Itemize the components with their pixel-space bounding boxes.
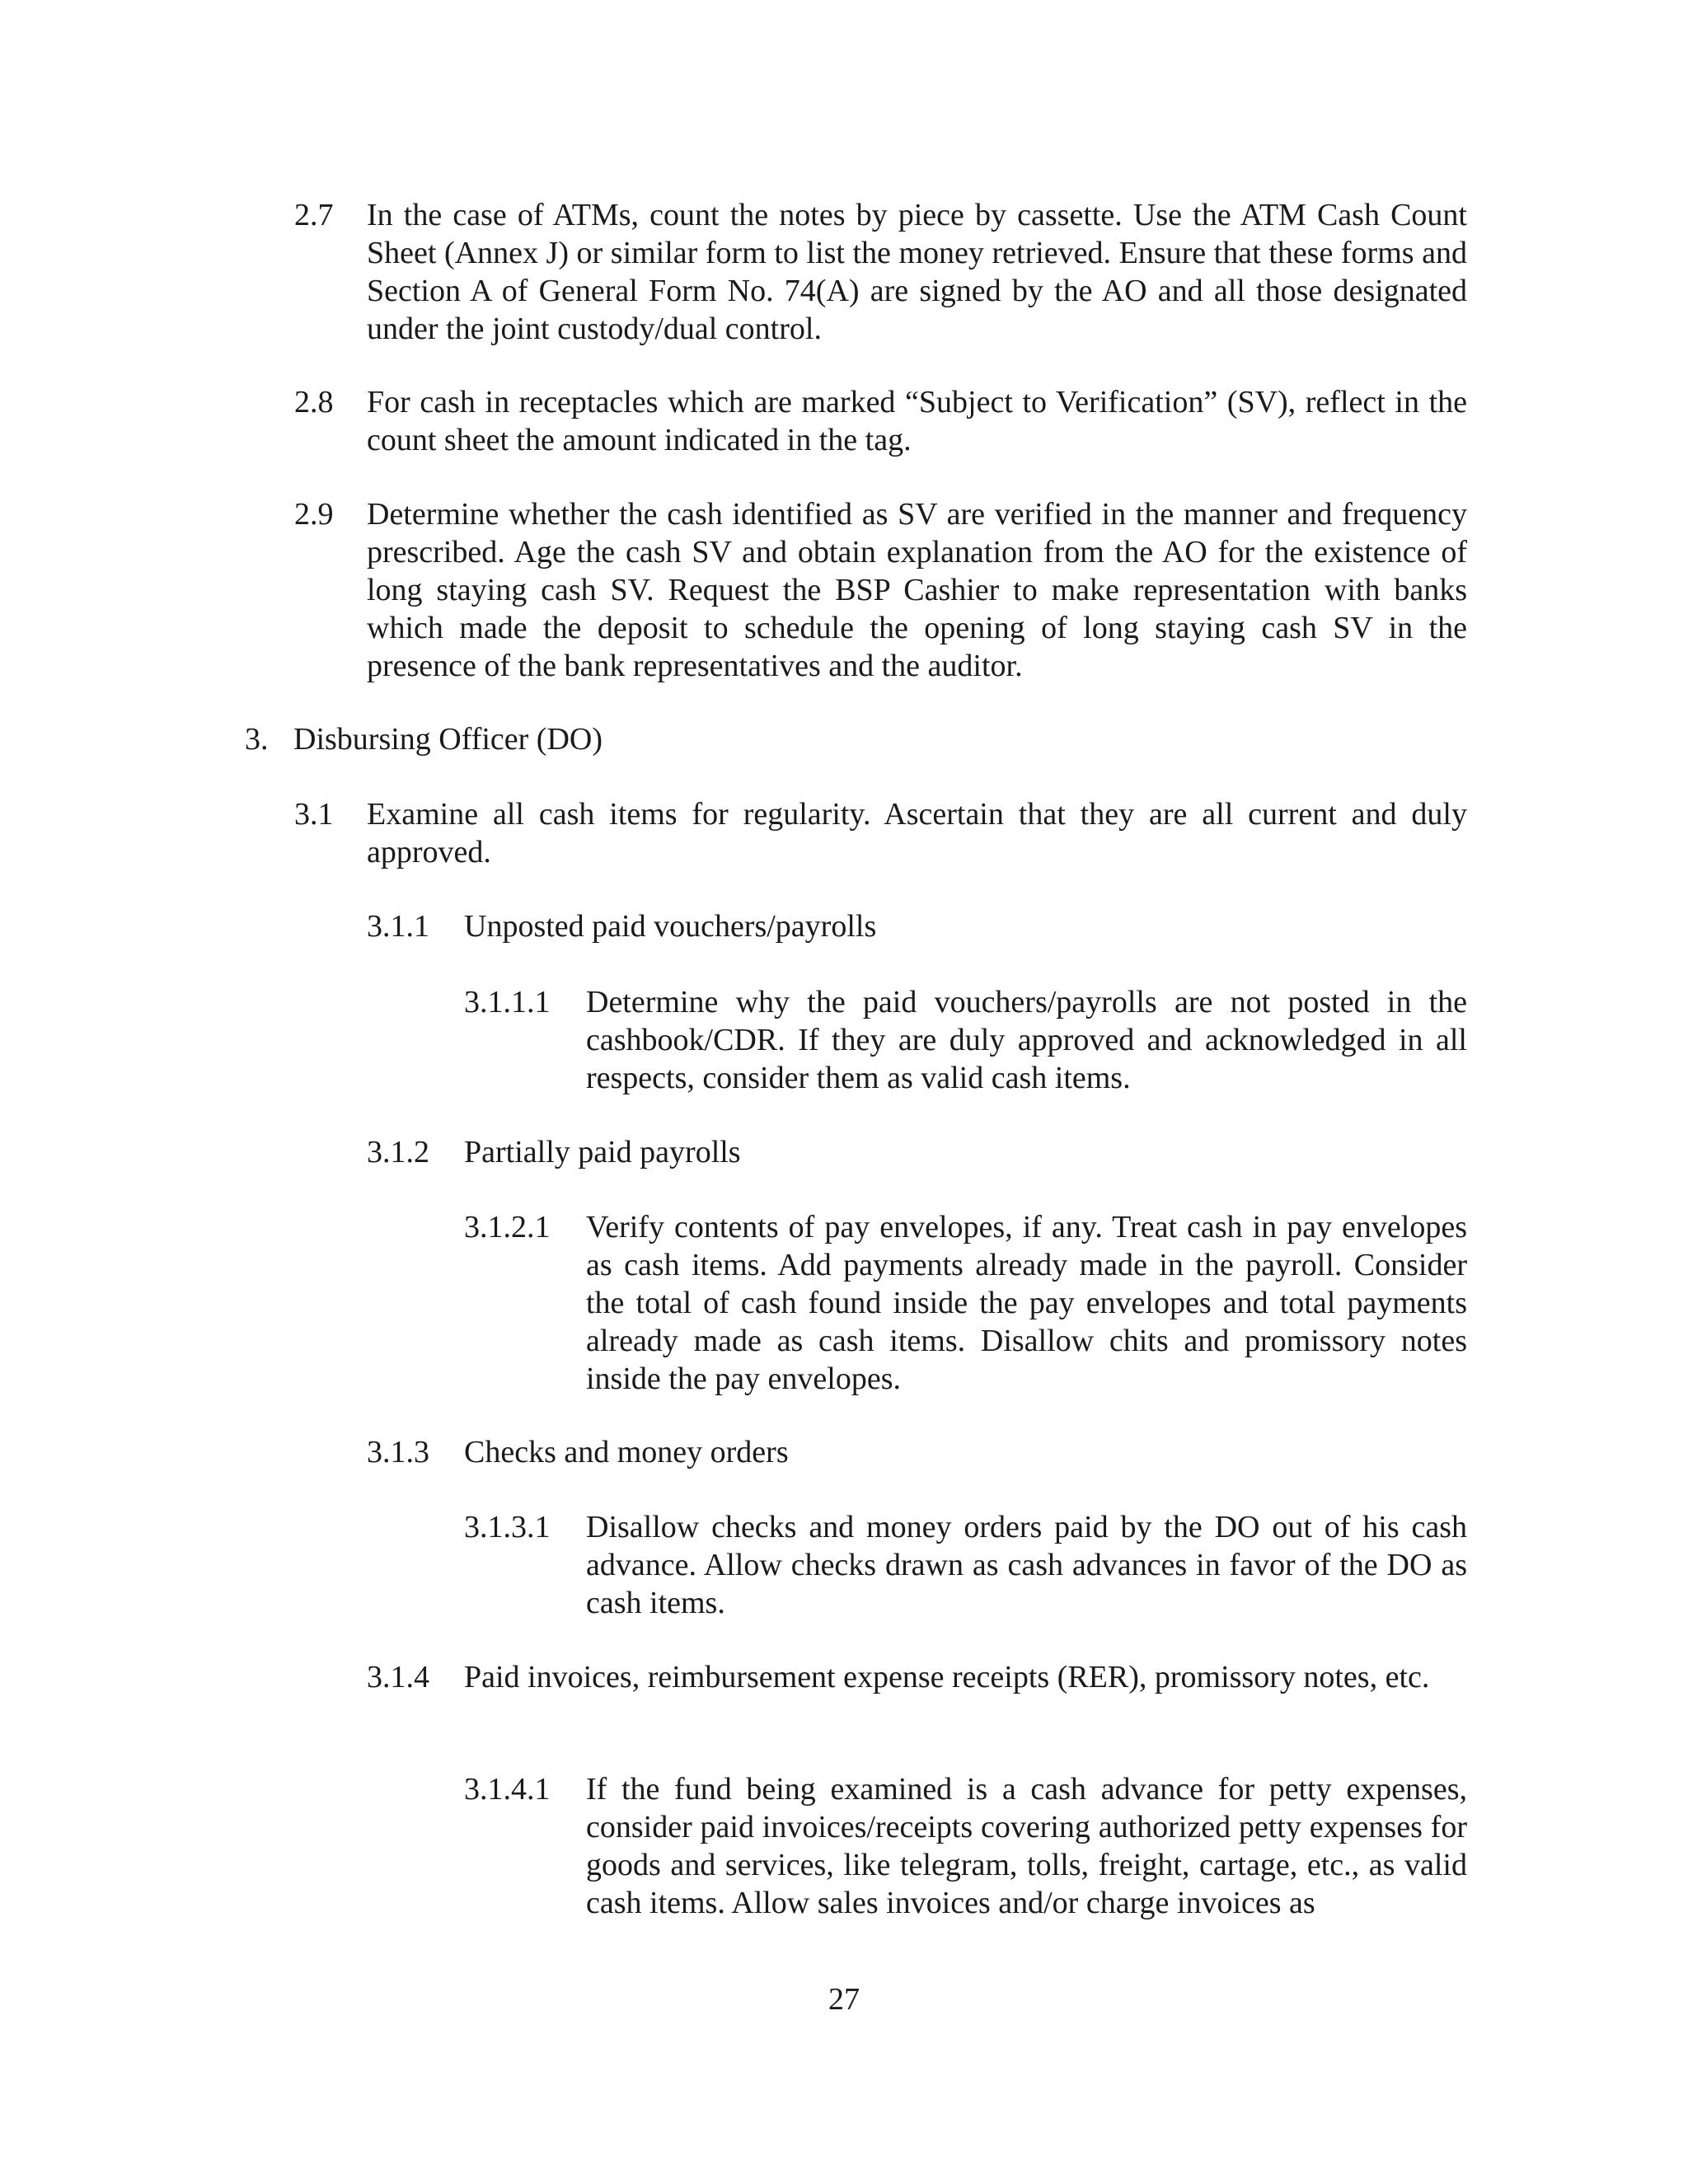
page-number: 27 — [828, 1982, 860, 2017]
section-number: 3.1.3 — [367, 1435, 429, 1469]
section-number: 3.1.3.1 — [464, 1510, 551, 1544]
section-3-1-1-1 — [464, 983, 1467, 1097]
section-number: 2.8 — [294, 385, 334, 419]
section-number: 2.9 — [294, 497, 334, 532]
section-heading: Unposted paid vouchers/payrolls — [464, 909, 877, 944]
section-heading: Disbursing Officer (DO) — [293, 722, 603, 757]
section-text: Paid invoices, reimbursement expense receipts (RER), promissory notes, etc. — [464, 1660, 1430, 1694]
section-3-1-3 — [367, 1433, 1467, 1471]
section-number: 3.1.1 — [367, 909, 429, 944]
section-text: For cash in receptacles which are marked “Subject to Verification” (SV), reflect in the count sheet the amount indicated in the tag. — [367, 385, 1467, 457]
section-number: 3. — [245, 722, 269, 757]
section-number: 3.1.1.1 — [464, 985, 551, 1019]
section-number: 3.1.4.1 — [464, 1772, 551, 1807]
section-text: In the case of ATMs, count the notes by piece by cassette. Use the ATM Cash Count Sheet (Annex J) or similar form to list the money retrieved. Ensure that these forms and Section A of General Form No. 74(A) are signed by the AO and all those designated under the joint custody/dual control. — [367, 198, 1467, 346]
section-3-1 — [294, 795, 1467, 871]
section-heading: Partially paid payrolls — [464, 1135, 741, 1169]
section-3-1-4-1 — [464, 1770, 1467, 1922]
section-3-1-2-1 — [464, 1208, 1467, 1398]
section-number: 3.1.2 — [367, 1135, 429, 1169]
section-2-8 — [294, 383, 1467, 459]
section-text: Determine why the paid vouchers/payrolls are not posted in the cashbook/CDR. If they are duly approved and acknowledged in all respects, consider them as valid cash items. — [586, 985, 1467, 1095]
section-3-1-4 — [367, 1658, 1467, 1696]
section-text: Disallow checks and money orders paid by the DO out of his cash advance. Allow checks drawn as cash advances in favor of the DO as cash items. — [586, 1510, 1467, 1620]
section-2-7 — [294, 196, 1467, 348]
section-number: 3.1.2.1 — [464, 1210, 551, 1244]
section-text: Determine whether the cash identified as SV are verified in the manner and frequency prescribed. Age the cash SV and obtain explanation from the AO for the existence of long staying cash SV. Request the BSP Cashier to make representation with banks which made the deposit to schedule the opening of long staying cash SV in the presence of the bank representatives and the auditor. — [367, 497, 1467, 683]
section-heading: Checks and money orders — [464, 1435, 789, 1469]
section-3 — [245, 720, 1467, 758]
section-text: Verify contents of pay envelopes, if any. Treat cash in pay envelopes as cash items. Add payments already made in the payroll. Consider the total of cash found inside the pay envelopes and total payments already made as cash items. Disallow chits and promissory notes inside the pay envelopes. — [586, 1210, 1467, 1396]
section-number: 3.1.4 — [367, 1660, 429, 1694]
section-2-9 — [294, 495, 1467, 685]
section-text: Examine all cash items for regularity. Ascertain that they are all current and duly approved. — [367, 797, 1467, 869]
section-text: If the fund being examined is a cash advance for petty expenses, consider paid invoices/receipts covering authorized petty expenses for goods and services, like telegram, tolls, freight, cartage, etc., as valid cash items. Allow sales invoices and/or charge invoices as — [586, 1772, 1467, 1920]
section-number: 3.1 — [294, 797, 334, 832]
section-3-1-1 — [367, 907, 1467, 945]
section-3-1-3-1 — [464, 1508, 1467, 1622]
section-number: 2.7 — [294, 198, 334, 232]
section-3-1-2 — [367, 1133, 1467, 1171]
